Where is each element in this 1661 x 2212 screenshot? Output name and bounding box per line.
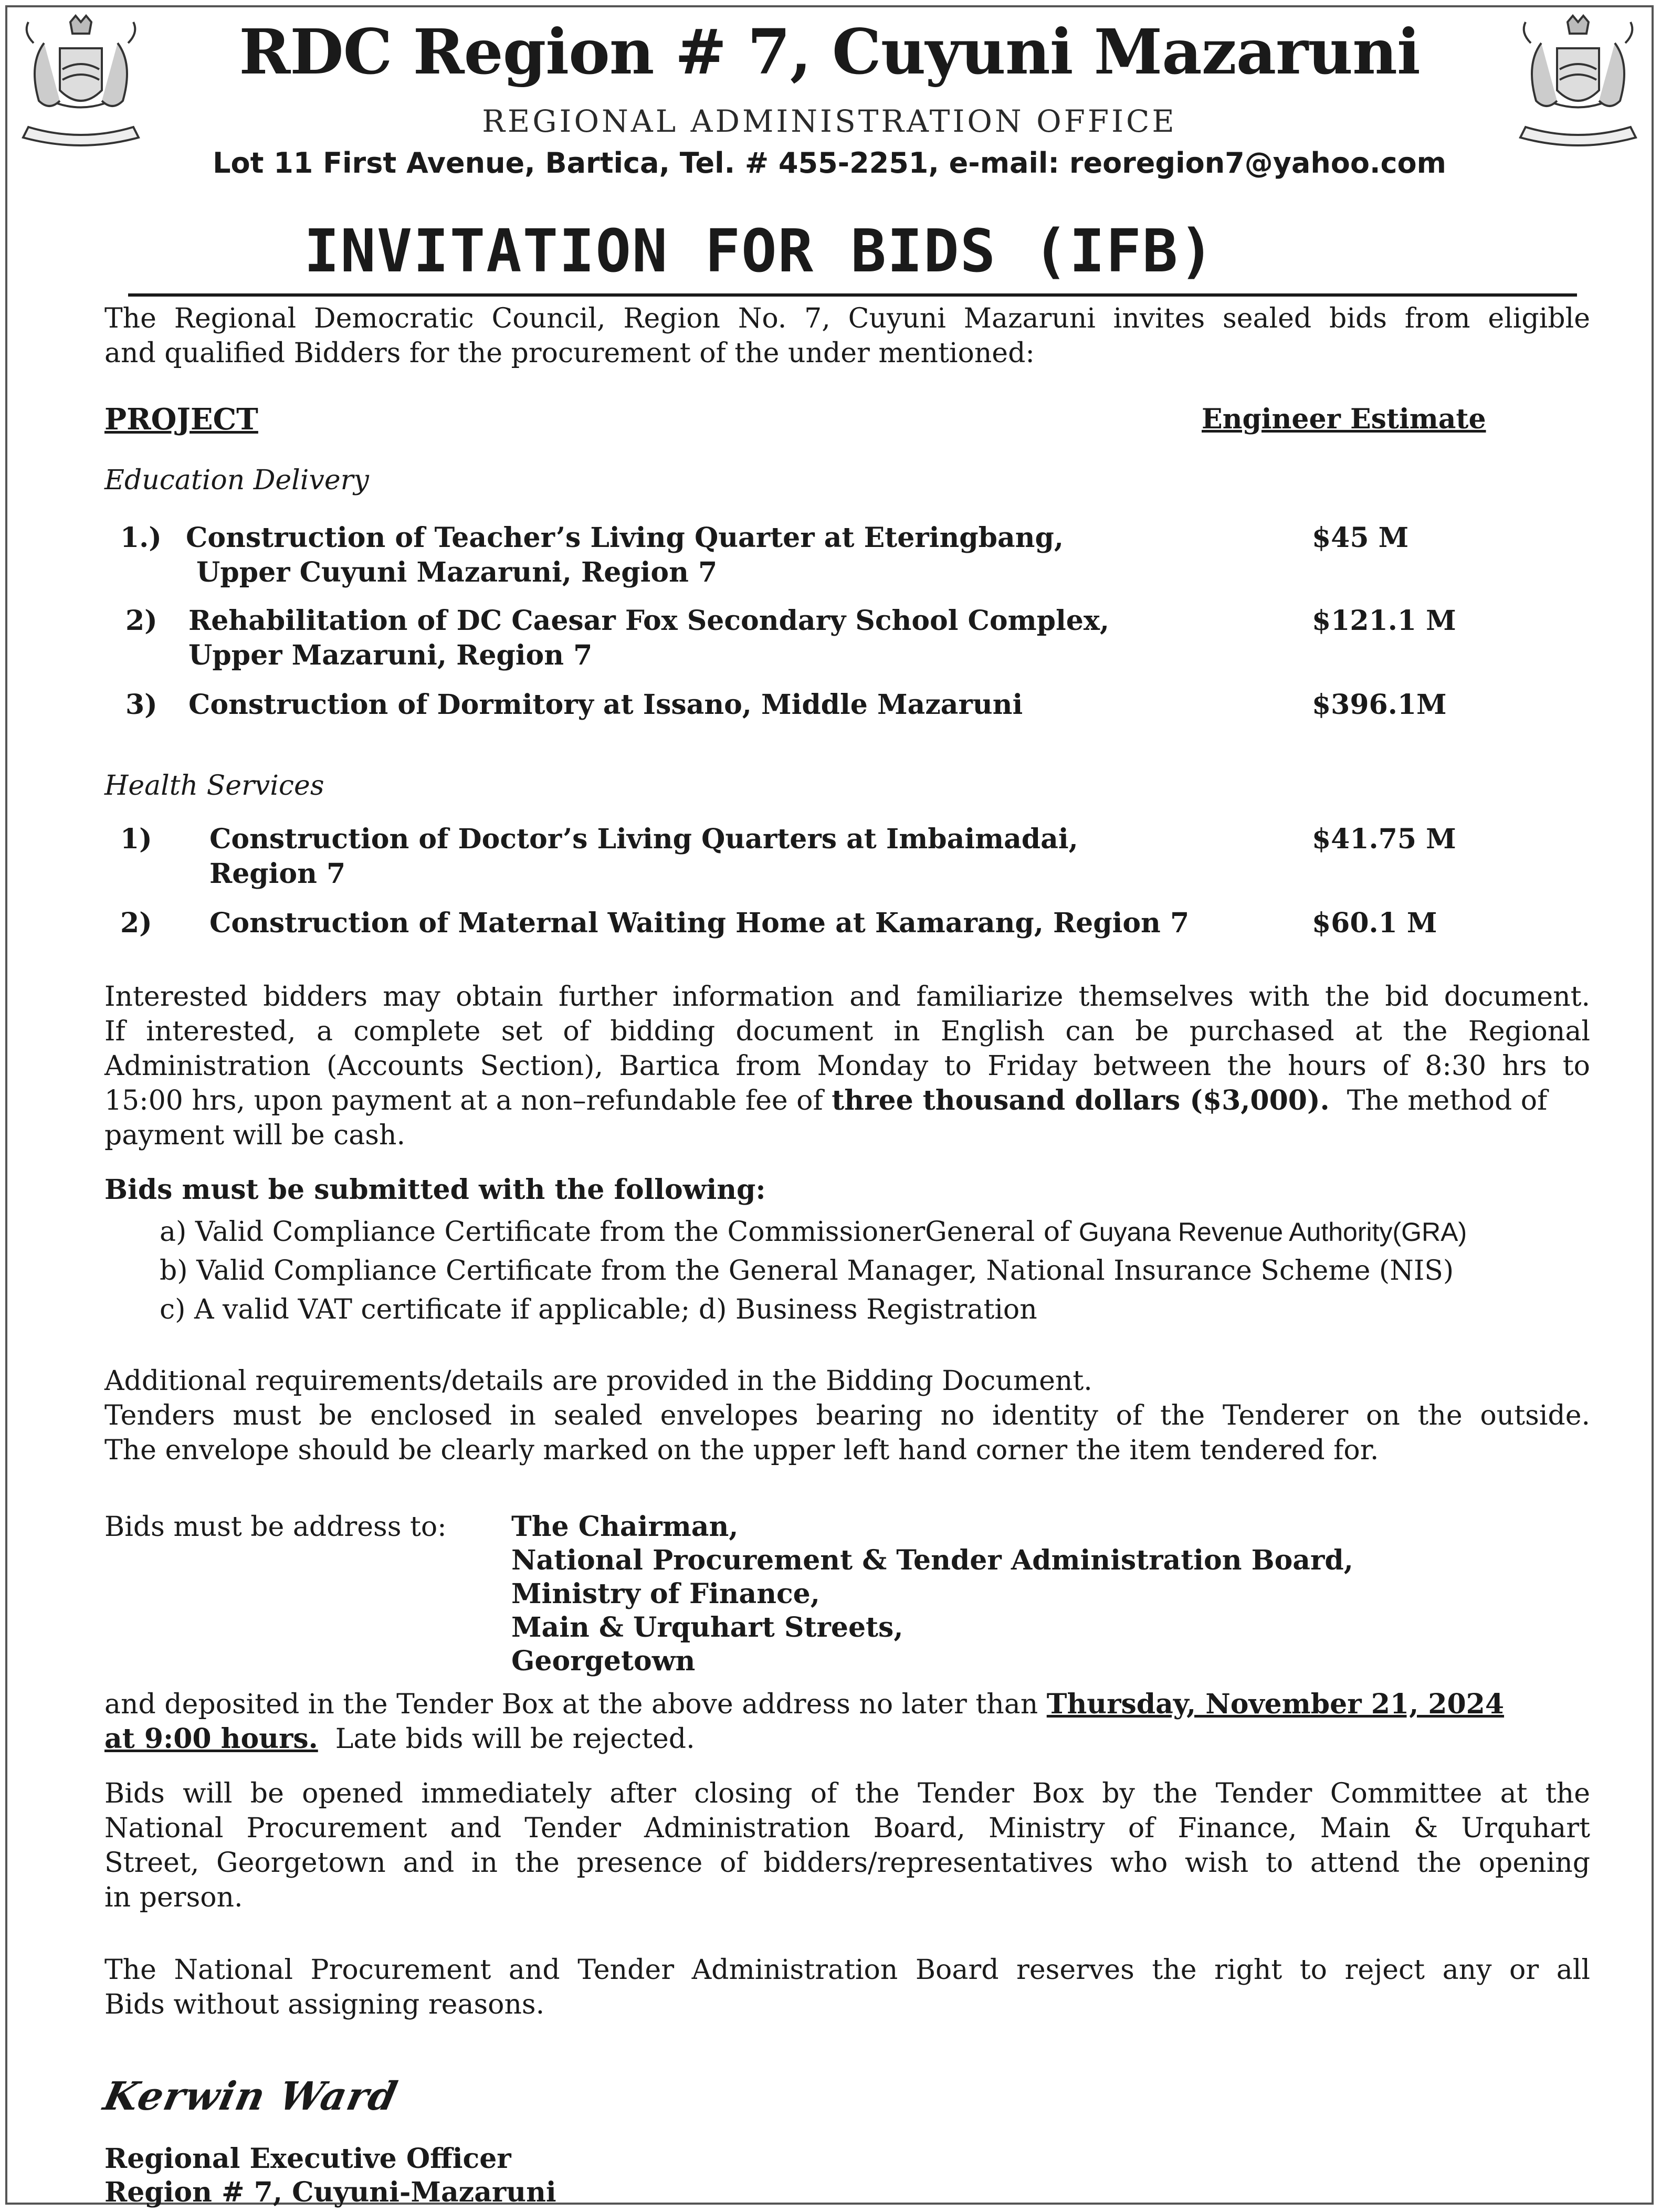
- deadline-date: Thursday, November 21, 2024: [1046, 1688, 1505, 1720]
- estimate-column-header: Engineer Estimate: [1202, 403, 1486, 435]
- edu-item-2-line-1: Rehabilitation of DC Caesar Fox Secondary School Complex,: [188, 605, 1109, 637]
- edu-item-1-line-2: Upper Cuyuni Mazaruni, Region 7: [196, 556, 718, 588]
- ifb-title: INVITATION FOR BIDS (IFB): [304, 217, 1215, 286]
- edu-item-2-line-2: Upper Mazaruni, Region 7: [188, 639, 593, 671]
- health-item-1-num: 1): [120, 823, 152, 855]
- address-label: Bids must be address to:: [104, 1511, 447, 1543]
- health-heading: Health Services: [104, 770, 324, 802]
- requirement-c: c) A valid VAT certificate if applicable; d) Business Registration: [160, 1294, 1037, 1325]
- deadline-line-2: [104, 1722, 1590, 1756]
- header-address: Lot 11 First Avenue, Bartica, Tel. # 455-2251, e-mail: reoregion7@yahoo.com: [213, 146, 1446, 180]
- address-line-1: The Chairman,: [511, 1511, 739, 1543]
- fee-amount: three thousand dollars ($3,000).: [832, 1084, 1330, 1116]
- reserve-line-1: The National Procurement and Tender Administration Board reserves the right to reject any or all: [104, 1954, 1590, 1986]
- opening-line-1: Bids will be opened immediately after closing of the Tender Box by the Tender Committee at the: [104, 1778, 1590, 1809]
- opening-line-2: National Procurement and Tender Administration Board, Ministry of Finance, Main & Urquhart: [104, 1813, 1590, 1844]
- opening-line-3: Street, Georgetown and in the presence of bidders/representatives who wish to attend the opening: [104, 1847, 1590, 1879]
- health-item-2-line-1: Construction of Maternal Waiting Home at Kamarang, Region 7: [209, 907, 1190, 939]
- edu-item-3-line-1: Construction of Dormitory at Issano, Middle Mazaruni: [188, 689, 1023, 721]
- info-line-4: [104, 1083, 1590, 1118]
- additional-line-3: The envelope should be clearly marked on the upper left hand corner the item tendered for.: [104, 1435, 1379, 1466]
- edu-item-3-num: 3): [125, 689, 157, 721]
- additional-line-2: Tenders must be enclosed in sealed envelopes bearing no identity of the Tenderer on the outside.: [104, 1400, 1590, 1431]
- health-item-1-line-1: Construction of Doctor’s Living Quarters at Imbaimadai,: [209, 823, 1078, 855]
- header-title: RDC Region # 7, Cuyuni Mazaruni: [239, 15, 1420, 88]
- deadline-post: Late bids will be rejected.: [318, 1723, 695, 1755]
- opening-line-4: in person.: [104, 1882, 243, 1913]
- info-line-2: If interested, a complete set of bidding document in English can be purchased at the Regional: [104, 1016, 1590, 1047]
- deadline-time: at 9:00 hours.: [104, 1723, 318, 1755]
- edu-item-1-amount: $45 M: [1312, 522, 1409, 554]
- bid-notice-page: [5, 5, 1654, 2208]
- info-line-4-end: The method of: [1329, 1085, 1548, 1116]
- info-line-4-start: 15:00 hrs, upon payment at a non–refundable fee of: [104, 1085, 832, 1116]
- intro-line-1: The Regional Democratic Council, Region No. 7, Cuyuni Mazaruni invites sealed bids from eligible: [104, 303, 1590, 334]
- signature-name: Kerwin Ward: [99, 2074, 402, 2119]
- address-line-5: Georgetown: [511, 1645, 696, 1677]
- deadline-line-1: [104, 1687, 1590, 1722]
- edu-item-1-num: 1.): [120, 522, 162, 554]
- intro-line-2: and qualified Bidders for the procurement of the under mentioned:: [104, 338, 1035, 369]
- reserve-line-2: Bids without assigning reasons.: [104, 1989, 545, 2020]
- edu-item-1-line-1: Construction of Teacher’s Living Quarter at Eteringbang,: [186, 522, 1064, 554]
- signature-title: Regional Executive Officer: [104, 2143, 511, 2175]
- signature-region: Region # 7, Cuyuni-Mazaruni: [104, 2176, 556, 2208]
- address-line-4: Main & Urquhart Streets,: [511, 1611, 903, 1644]
- info-line-3: Administration (Accounts Section), Bartica from Monday to Friday between the hours of 8:30 hrs to: [104, 1050, 1590, 1082]
- deadline-pre: and deposited in the Tender Box at the above address no later than: [104, 1689, 1047, 1720]
- ifb-heading-block: [128, 215, 1577, 297]
- address-line-2: National Procurement & Tender Administration Board,: [511, 1544, 1353, 1576]
- requirement-b: b) Valid Compliance Certificate from the General Manager, National Insurance Scheme (NIS): [160, 1255, 1454, 1287]
- info-line-5: payment will be cash.: [104, 1120, 406, 1151]
- requirement-a-text: a) Valid Compliance Certificate from the CommissionerGeneral of: [160, 1216, 1079, 1248]
- health-item-2-num: 2): [120, 907, 152, 939]
- requirement-a-gra: Guyana Revenue Authority(GRA): [1078, 1217, 1467, 1247]
- address-line-3: Ministry of Finance,: [511, 1578, 820, 1610]
- edu-item-2-num: 2): [125, 605, 157, 637]
- requirement-a: [160, 1215, 1598, 1249]
- edu-item-3-amount: $396.1M: [1312, 689, 1447, 721]
- health-item-2-amount: $60.1 M: [1312, 907, 1437, 939]
- health-item-1-line-2: Region 7: [209, 858, 346, 890]
- requirements-heading: Bids must be submitted with the following:: [104, 1174, 766, 1206]
- education-heading: Education Delivery: [104, 465, 369, 496]
- additional-line-1: Additional requirements/details are provided in the Bidding Document.: [104, 1365, 1092, 1397]
- health-item-1-amount: $41.75 M: [1312, 823, 1456, 855]
- project-column-header: PROJECT: [104, 402, 258, 437]
- info-line-1: Interested bidders may obtain further information and familiarize themselves with the bid document.: [104, 981, 1590, 1013]
- edu-item-2-amount: $121.1 M: [1312, 605, 1456, 637]
- header-subtitle: REGIONAL ADMINISTRATION OFFICE: [482, 103, 1177, 139]
